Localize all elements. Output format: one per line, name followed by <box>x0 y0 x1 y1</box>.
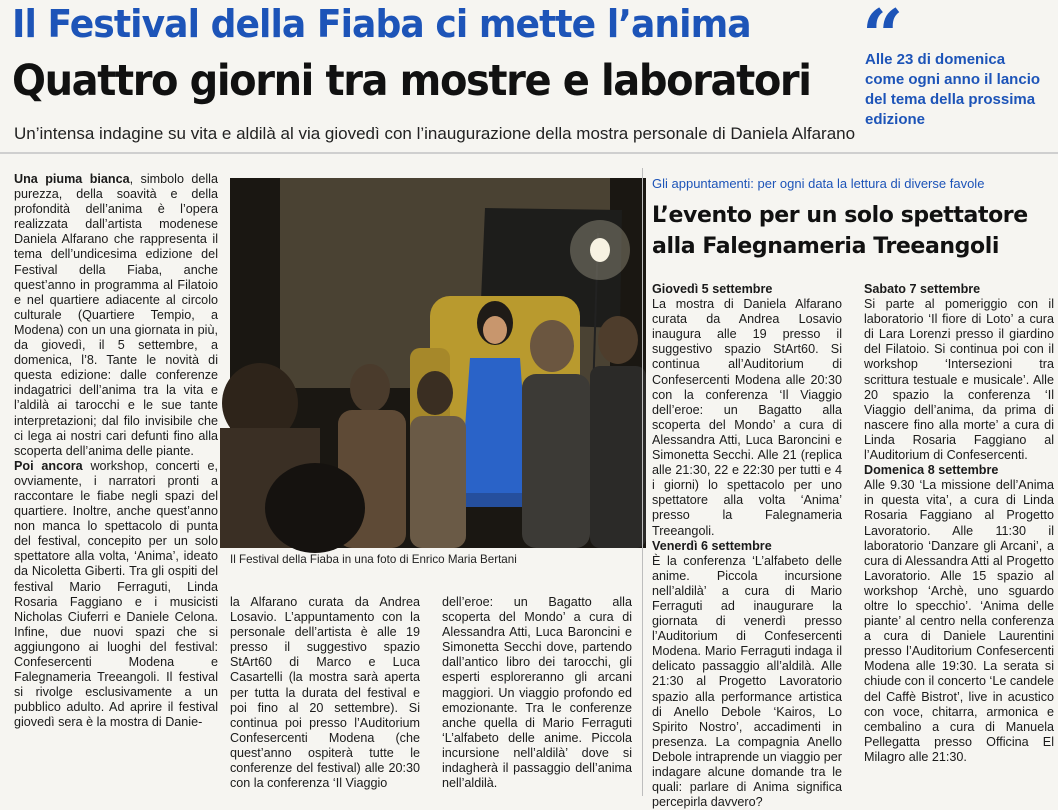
day-heading: Sabato 7 settembre <box>864 282 981 296</box>
sidebar-column-1 <box>652 282 842 810</box>
sidebar-column-2 <box>864 282 1054 794</box>
column-divider <box>642 168 643 796</box>
lead-in: Una piuma bianca <box>14 172 130 186</box>
paragraph: workshop, concerti e, ovviamente, i narratori pronti a raccontare le fiabe negli spazi del quartiere. Inoltre, anche quest’anno non manca lo spettacolo di punta del festival, concepito per un solo spettatore alla volta, ‘Anima’, ideato da Nicoletta Giberti. Tra gli ospiti del festival Mario Ferraguti, Linda Rosaria Faggiano e i musicisti Nicholas Ciuferri e Daniele Celona. Infine, due nuovi spazi che si aggiungono ai luoghi del festival: Confesercenti Modena e Falegnameria Treeangoli. Il festival si rivolge esclusivamente a un pubblico adulto. Ad aprire il festival giovedì sera è la mostra di Danie- <box>14 458 218 730</box>
day-text: È la conferenza ‘L’alfabeto delle anime. Piccola incursione nell’aldilà’ a cura di Mario Ferraguti ad inaugurare la giornata di venerdì presso l’Auditorium di Confesercenti Modena. Mario Ferraguti indaga il delicato passaggio all’aldilà. Alle 21:30 al Progetto Lavoratorio spazio alla performance artistica di Anello Debole ‘Kairos, Lo Spirito Nostro’, accadimenti in presenza. La compagnia Anello Debole intraprende un viaggio per indagare alcune domande tra le quali: parlare di Anima significa percepirla davvero? <box>652 553 842 810</box>
article-column-1 <box>14 172 218 794</box>
paragraph: dell’eroe: un Bagatto alla scoperta del Mondo’ a cura di Alessandra Atti, Luca Baroncini e Simonetta Secchi dove, partendo dall’antico libro dei tarocchi, gli esperti esploreranno gli arcani maggiori. Un viaggio profondo ed emozionante. Tra le conferenze anche quella di Mario Ferraguti ‘L’alfabeto delle anime. Piccola incursione nell’aldilà’ dove si indagherà il passaggio dell’anima nell’aldilà. <box>442 595 632 791</box>
divider <box>0 152 1058 154</box>
lead-in: Poi ancora <box>14 458 83 473</box>
quote-mark-icon: “ <box>862 0 904 78</box>
day-heading: Giovedì 5 settembre <box>652 282 773 296</box>
photo-caption: Il Festival della Fiaba in una foto di Enrico Maria Bertani <box>230 553 517 566</box>
paragraph: la Alfarano curata da Andrea Losavio. L’appuntamento con la personale dell’artista è alle 19 presso il suggestivo spazio StArt60 di Marco e Luca Casartelli (la mostra sarà aperta per tutta la durata del festival e poi fino al 20 settembre). Si continua poi presso l’Auditorium Confesercenti Modena (che quest’anno ospiterà tutte le conferenze del festival) alle 20:30 con la conferenza ‘Il Viaggio <box>230 595 420 791</box>
paragraph: , simbolo della purezza, della soavità e della profondità dell’anima è l’opera realizzata dall’artista modenese Daniela Alfarano che rappresenta il tema dell’undicesima edizione del Festival della Fiaba, anche quest’anno in programma al Filatoio e nel quartiere adiacente al circolo culturale (Quartiere Tempio, a Modena) con un una giornata in più, da giovedì, il 5 settembre, a domenica, l’8. Tante le novità di questa edizione: dalle conferenze indagatrici dell’anima tra la vita e l’aldilà ai tarocchi e le sue tante interpretazioni; dal filo invisibile che ci lega ai nostri cari defunti fino alla scoperta dell’anima delle piante. <box>14 172 218 458</box>
day-text: Alle 9.30 ‘La missione dell’Anima in questa vita’, a cura di Linda Rosaria Faggiano al Progetto Lavoratorio. Alle 11:30 il laboratorio ‘Danzare gli Arcani’, a cura di Alessandra Atti al Progetto Lavoratorio. Alle 15 spazio al workshop ‘Archè, uno sguardo oltre lo specchio’. ‘Anima delle piante’ al centro nella conferenza a cura di Daniele Laurentini presso l’Auditorium Confesercenti Modena alle 19:30. La serata si chiude con il concerto ‘Le candele del Caffè Bistrot’, live in acustico con voce, chitarra, armonica e cembalino a cura di Manuela Pellegatta presso Officina El Milagro alle 21:30. <box>864 478 1054 764</box>
day-text: La mostra di Daniela Alfarano curata da Andrea Losavio inaugura alle 19 presso il suggestivo spazio StArt60. Si continua all’Auditorium di Confesercenti Modena alle 20:30 con la conferenza ‘Il Viaggio dell’eroe: un Bagatto alla scoperta del Mondo’ a cura di Alessandra Atti, Luca Baroncini e Simonetta Secchi. Alle 21 (replica alle 21:30, 22 e 22:30 per tutti e 4 i giorni) lo spettacolo per uno spettatore alla volta ‘Anima’ presso la Falegnameria Treeangoli. <box>652 297 842 538</box>
sidebar-kicker: Gli appuntamenti: per ogni data la lettura di diverse favole <box>652 176 985 191</box>
article-column-2 <box>230 595 420 795</box>
day-heading: Venerdì 6 settembre <box>652 538 772 553</box>
day-heading: Domenica 8 settembre <box>864 463 999 478</box>
day-text: Si parte al pomeriggio con il laboratorio ‘Il fiore di Loto’ a cura di Lara Lorenzi presso il giardino del Filatoio. Si continua poi con il workshop ‘Intersezioni tra scrittura testuale e musicale’. Alle 20 spazio la conferenza ‘Il Viaggio dell’anima, da prima di nascere fino alla morte’ a cura di Linda Rosaria Faggiano al l’Auditorium di Confesercenti. <box>864 297 1054 463</box>
sidebar-title: L’evento per un solo spettatore alla Falegnameria Treeangoli <box>652 203 1028 259</box>
photo-scene <box>230 178 646 548</box>
pullquote: Alle 23 di domenica come ogni anno il lancio del tema della prossima edizione <box>865 51 1041 128</box>
article-column-3 <box>442 595 632 795</box>
subheadline: Quattro giorni tra mostre e laboratori <box>12 56 811 106</box>
article-photo <box>230 178 646 548</box>
headline: Il Festival della Fiaba ci mette l’anima <box>12 2 751 46</box>
deck: Un’intensa indagine su vita e aldilà al via giovedì con l’inaugurazione della mostra personale di Daniela Alfarano <box>14 124 856 143</box>
